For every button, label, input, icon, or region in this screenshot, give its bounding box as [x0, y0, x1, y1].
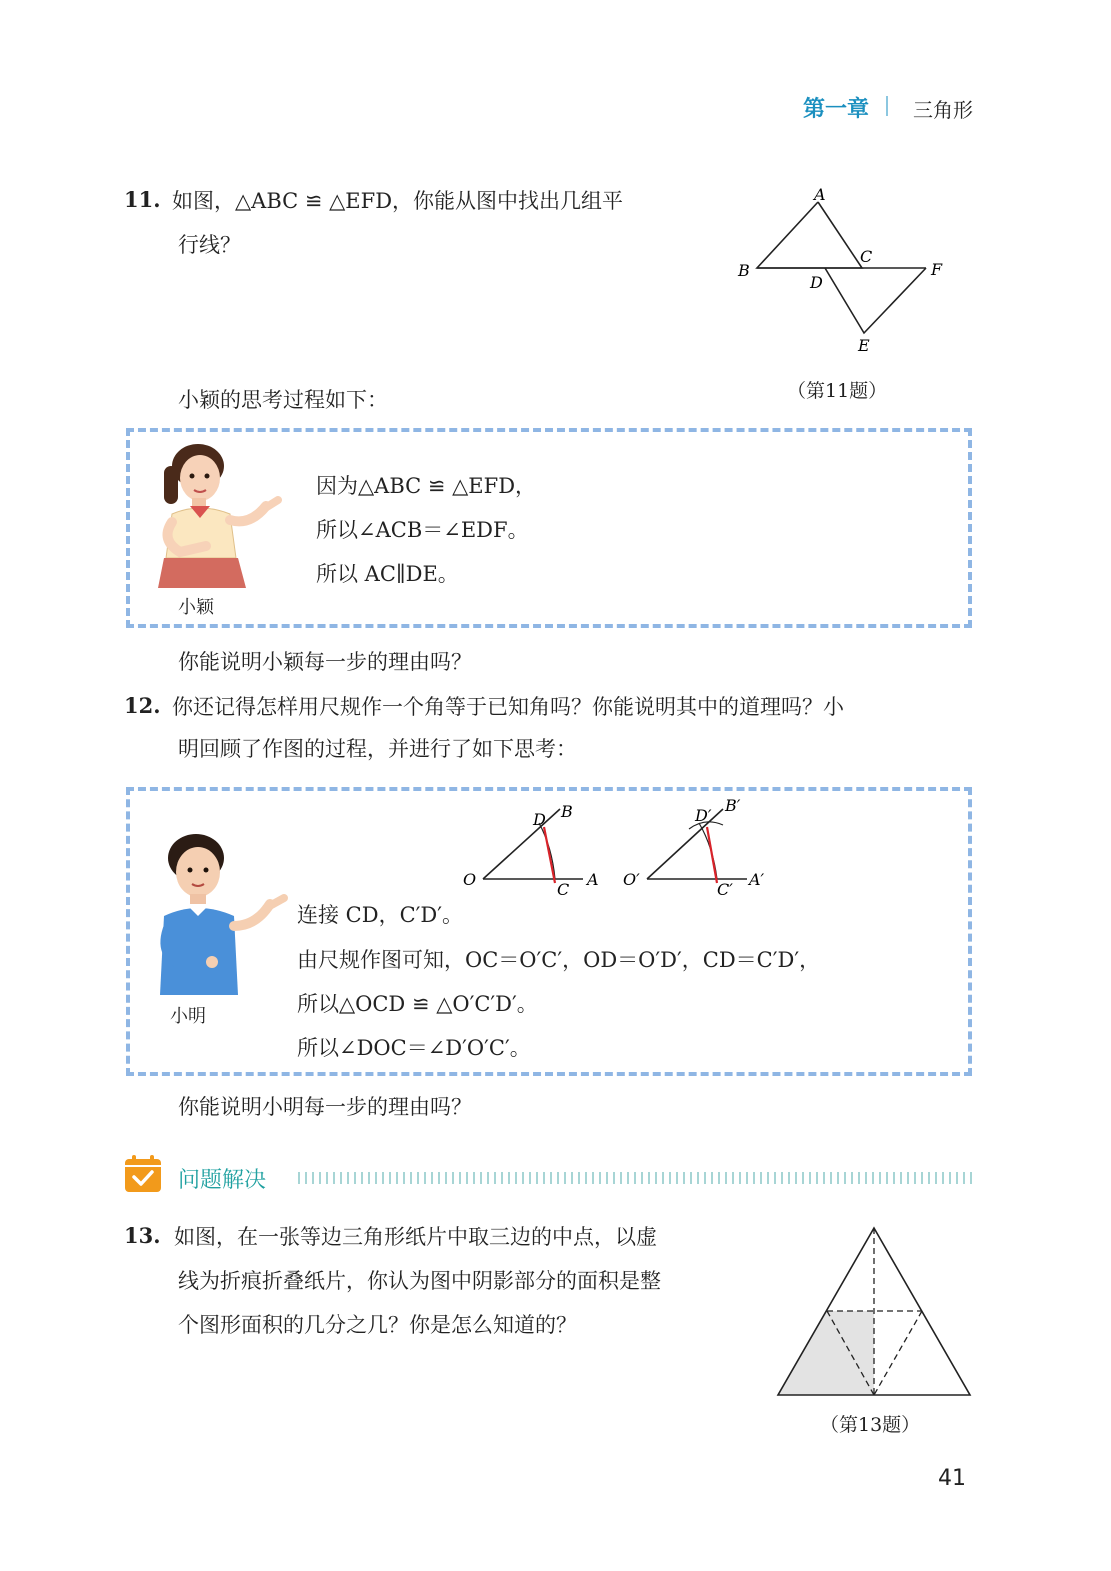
xiaoming-line-2: 由尺规作图可知，OC＝O′C′，OD＝O′D′，CD＝C′D′， — [297, 948, 821, 972]
section-divider — [298, 1172, 973, 1184]
xiaoming-illustration — [150, 830, 290, 995]
xiaoying-line-3: 所以 AC∥DE。 — [316, 562, 459, 586]
section-title: 问题解决 — [178, 1168, 267, 1193]
left-label-b: B — [561, 802, 573, 821]
xiaoming-line-3: 所以△OCD ≌ △O′C′D′。 — [297, 992, 538, 1016]
q12-number: 12. — [124, 693, 161, 718]
xiaoying-line-2: 所以∠ACB＝∠EDF。 — [316, 518, 529, 542]
left-label-o: O — [463, 870, 477, 889]
xiaoying-illustration — [150, 440, 285, 590]
q11-followup: 你能说明小颖每一步的理由吗？ — [178, 650, 472, 674]
q11-number: 11. — [124, 187, 161, 212]
q11-label-c: C — [860, 247, 873, 266]
xiaoming-name: 小明 — [170, 1006, 206, 1027]
chapter-label: 第一章 — [803, 97, 870, 122]
xiaoying-name: 小颖 — [178, 597, 214, 618]
q13-caption: （第13题） — [820, 1414, 921, 1436]
left-label-c: C — [557, 880, 570, 899]
q13-line2: 线为折痕折叠纸片，你认为图中阴影部分的面积是整 — [178, 1269, 661, 1293]
q12-line1: 你还记得怎样用尺规作一个角等于已知角吗？你能说明其中的道理吗？小 — [172, 695, 844, 719]
q13-number: 13. — [124, 1223, 161, 1248]
q11-label-a: A — [814, 185, 826, 204]
q11-intro: 小颖的思考过程如下： — [178, 388, 388, 412]
right-label-o: O′ — [623, 870, 640, 889]
calendar-check-icon — [124, 1155, 162, 1193]
q12-followup: 你能说明小明每一步的理由吗？ — [178, 1095, 472, 1119]
q12-construction-figure — [455, 795, 785, 905]
q11-line2: 行线？ — [178, 233, 241, 257]
q11-label-e: E — [858, 336, 870, 355]
right-label-b: B′ — [725, 796, 741, 815]
q11-figure — [730, 180, 960, 360]
chapter-title: 三角形 — [913, 98, 973, 122]
left-label-d: D — [533, 810, 546, 829]
header-separator — [886, 96, 888, 116]
left-label-a: A — [587, 870, 599, 889]
right-label-d: D′ — [695, 806, 712, 825]
xiaoying-line-1: 因为△ABC ≌ △EFD， — [316, 474, 537, 498]
q13-triangle-figure — [770, 1220, 980, 1405]
q11-line1: 如图，△ABC ≌ △EFD，你能从图中找出几组平 — [172, 189, 624, 213]
xiaoming-line-1: 连接 CD，C′D′。 — [297, 903, 464, 927]
right-label-c: C′ — [717, 880, 733, 899]
q11-label-d: D — [810, 273, 823, 292]
xiaoming-line-4: 所以∠DOC＝∠D′O′C′。 — [297, 1036, 531, 1060]
q11-caption: （第11题） — [787, 380, 888, 402]
q11-label-f: F — [931, 260, 943, 279]
q12-line2: 明回顾了作图的过程，并进行了如下思考： — [178, 737, 577, 761]
q13-line3: 个图形面积的几分之几？你是怎么知道的？ — [178, 1313, 577, 1337]
page-number: 41 — [938, 1466, 966, 1491]
q11-label-b: B — [738, 261, 750, 280]
q13-line1: 如图，在一张等边三角形纸片中取三边的中点，以虚 — [174, 1225, 657, 1249]
right-label-a: A′ — [749, 870, 765, 889]
